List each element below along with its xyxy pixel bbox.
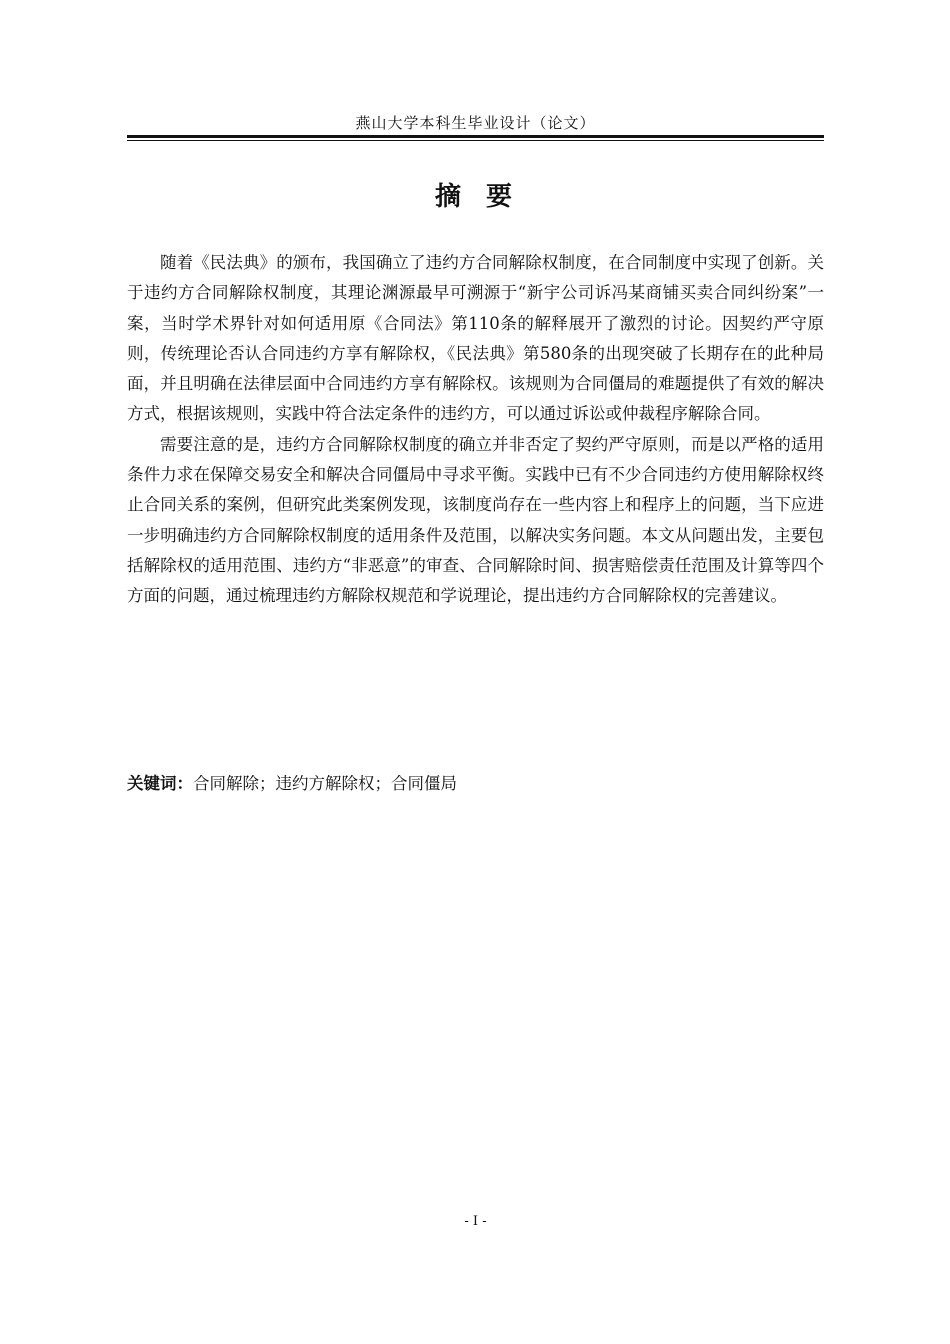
keywords-text: 合同解除；违约方解除权；合同僵局	[193, 774, 457, 793]
header-rule-thin	[127, 140, 824, 141]
page-number: - I -	[464, 1214, 487, 1229]
running-header: 燕山大学本科生毕业设计（论文）	[355, 114, 596, 132]
keywords-line	[127, 772, 824, 796]
abstract-paragraph-1: 随着《民法典》的颁布，我国确立了违约方合同解除权制度，在合同制度中实现了创新。关于违约方合同解除权制度，其理论渊源最早可溯源于“新宇公司诉冯某商铺买卖合同纠纷案”一案，当时学术界针对如何适用原《合同法》第110条的解释展开了激烈的讨论。因契约严守原则，传统理论否认合同违约方享有解除权，《民法典》第580条的出现突破了长期存在的此种局面，并且明确在法律层面中合同违约方享有解除权。该规则为合同僵局的难题提供了有效的解决方式，根据该规则，实践中符合法定条件的违约方，可以通过诉讼或仲裁程序解除合同。	[127, 253, 824, 424]
header-rule-thick	[127, 135, 824, 138]
abstract-title: 摘 要	[434, 182, 517, 212]
abstract-paragraph-2: 需要注意的是，违约方合同解除权制度的确立并非否定了契约严守原则，而是以严格的适用条件力求在保障交易安全和解决合同僵局中寻求平衡。实践中已有不少合同违约方使用解除权终止合同关系的案例，但研究此类案例发现，该制度尚存在一些内容上和程序上的问题，当下应进一步明确违约方合同解除权制度的适用条件及范围，以解决实务问题。本文从问题出发，主要包括解除权的适用范围、违约方“非恶意”的审查、合同解除时间、损害赔偿责任范围及计算等四个方面的问题，通过梳理违约方解除权规范和学说理论，提出违约方合同解除权的完善建议。	[127, 434, 824, 606]
keywords-label: 关键词：	[127, 774, 193, 793]
abstract-body	[127, 248, 824, 612]
